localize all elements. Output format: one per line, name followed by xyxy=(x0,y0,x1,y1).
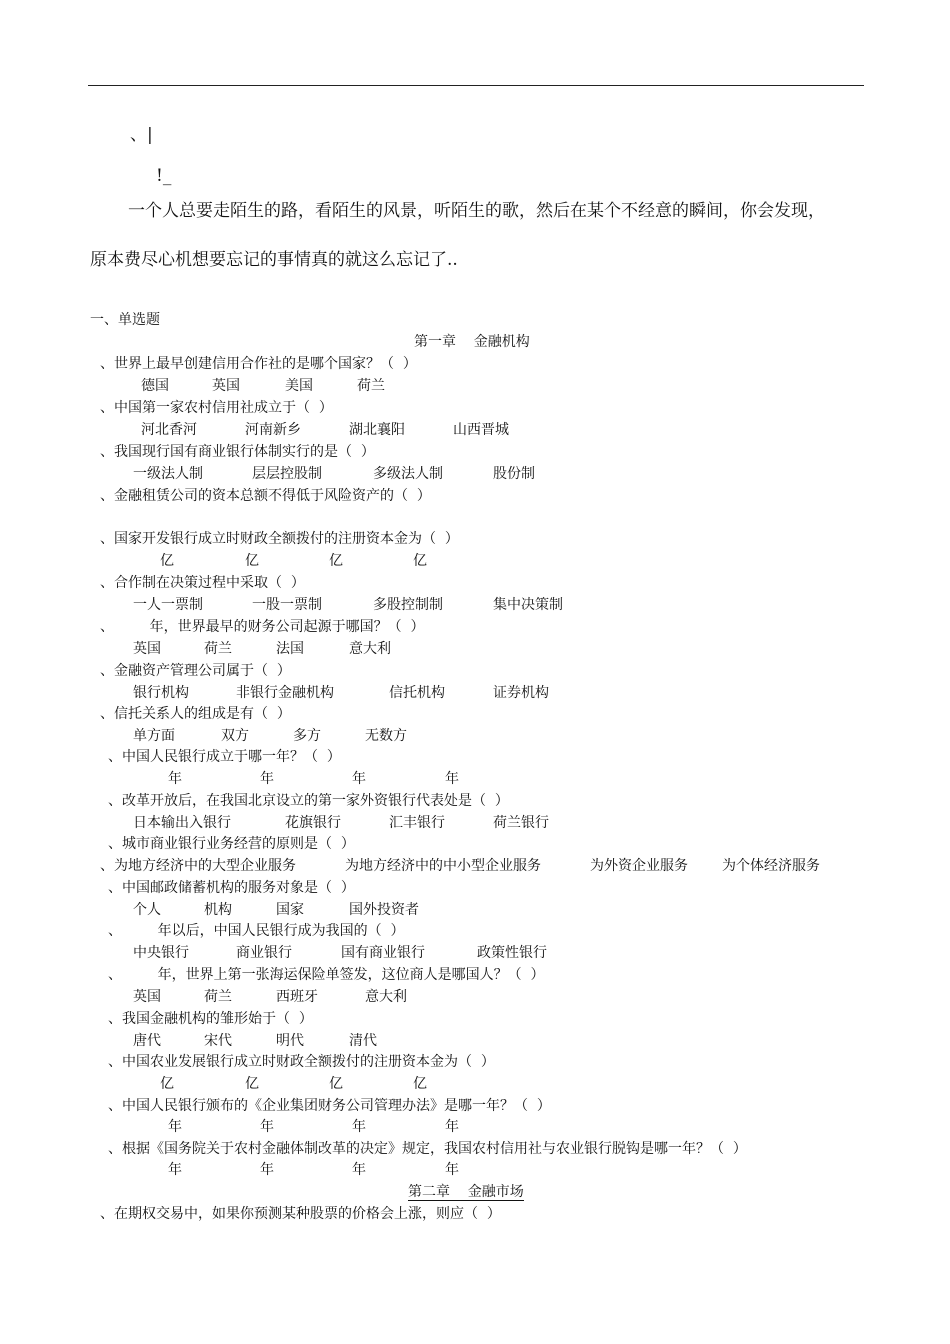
option: 多股控制制 xyxy=(373,597,443,613)
option: 股份制 xyxy=(493,466,535,482)
option: 河北香河 xyxy=(141,422,197,438)
option: 一级法人制 xyxy=(133,466,203,482)
option: 亿 xyxy=(160,1076,174,1092)
option: 一人一票制 xyxy=(133,597,203,613)
question-20: 、在期权交易中，如果你预测某种股票的价格会上涨，则应（ ） xyxy=(100,1206,501,1222)
option: 国家 xyxy=(276,902,304,918)
option: 非银行金融机构 xyxy=(236,685,334,701)
option: 山西晋城 xyxy=(453,422,509,438)
option: 年 xyxy=(260,1119,274,1135)
option: 政策性银行 xyxy=(477,945,547,961)
option: 亿 xyxy=(245,1076,259,1092)
question-17: 、中国农业发展银行成立时财政全额拨付的注册资本金为（ ） xyxy=(108,1054,495,1070)
option: 英国 xyxy=(133,989,161,1005)
option: 国有商业银行 xyxy=(341,945,425,961)
option: 美国 xyxy=(285,378,313,394)
option: 荷兰 xyxy=(204,641,232,657)
question-2: 、中国第一家农村信用社成立于（ ） xyxy=(100,400,333,416)
option: 亿 xyxy=(329,1076,343,1092)
question-19: 、根据《国务院关于农村金融体制改革的决定》规定，我国农村信用社与农业银行脱钩是哪一年？（ ） xyxy=(108,1141,747,1157)
option: 年 xyxy=(352,1162,366,1178)
option: 亿 xyxy=(413,1076,427,1092)
option: 清代 xyxy=(349,1033,377,1049)
question-15: 、 年，世界上第一张海运保险单签发，这位商人是哪国人？（ ） xyxy=(108,967,545,983)
option: 亿 xyxy=(413,553,427,569)
header-rule xyxy=(88,85,864,86)
option: 荷兰 xyxy=(357,378,385,394)
option: 河南新乡 xyxy=(245,422,301,438)
question-9: 、信托关系人的组成是有（ ） xyxy=(100,706,291,722)
option: 湖北襄阳 xyxy=(349,422,405,438)
option: 年 xyxy=(352,1119,366,1135)
question-16: 、我国金融机构的雏形始于（ ） xyxy=(108,1011,313,1027)
option: 西班牙 xyxy=(276,989,318,1005)
option: 集中决策制 xyxy=(493,597,563,613)
chapter-2-heading: 第二章 金融市场 xyxy=(408,1184,524,1200)
option: 个人 xyxy=(133,902,161,918)
question-13: 、中国邮政储蓄机构的服务对象是（ ） xyxy=(108,880,355,896)
option: 日本输出入银行 xyxy=(133,815,231,831)
option: 双方 xyxy=(221,728,249,744)
option: 商业银行 xyxy=(236,945,292,961)
option: 年 xyxy=(445,1162,459,1178)
option: 多级法人制 xyxy=(373,466,443,482)
question-7: 、 年，世界最早的财务公司起源于哪国？（ ） xyxy=(100,619,425,635)
option: 明代 xyxy=(276,1033,304,1049)
option: 为外资企业服务 xyxy=(590,858,688,874)
option: 国外投资者 xyxy=(349,902,419,918)
option: 为地方经济中的中小型企业服务 xyxy=(345,858,541,874)
section-title: 一、单选题 xyxy=(90,312,160,328)
stray-mark-1: 、| xyxy=(130,125,153,145)
question-10: 、中国人民银行成立于哪一年？（ ） xyxy=(108,749,341,765)
stray-mark-2: !_ xyxy=(156,166,172,186)
chapter-1-heading: 第一章 金融机构 xyxy=(414,334,530,350)
option: 银行机构 xyxy=(133,685,189,701)
question-3: 、我国现行国有商业银行体制实行的是（ ） xyxy=(100,444,375,460)
question-12: 、城市商业银行业务经营的原则是（ ） xyxy=(108,836,355,852)
option: 年 xyxy=(260,1162,274,1178)
option: 年 xyxy=(260,771,274,787)
option: 花旗银行 xyxy=(285,815,341,831)
option: 年 xyxy=(168,771,182,787)
option: 亿 xyxy=(329,553,343,569)
option: 中央银行 xyxy=(133,945,189,961)
question-5: 、国家开发银行成立时财政全额拨付的注册资本金为（ ） xyxy=(100,531,459,547)
option: 英国 xyxy=(212,378,240,394)
option: 年 xyxy=(168,1162,182,1178)
question-14: 、 年以后，中国人民银行成为我国的（ ） xyxy=(108,923,405,939)
option: 英国 xyxy=(133,641,161,657)
question-11: 、改革开放后，在我国北京设立的第一家外资银行代表处是（ ） xyxy=(108,793,509,809)
option: 意大利 xyxy=(349,641,391,657)
option: 亿 xyxy=(245,553,259,569)
option: 汇丰银行 xyxy=(389,815,445,831)
option: 意大利 xyxy=(365,989,407,1005)
question-8: 、金融资产管理公司属于（ ） xyxy=(100,663,291,679)
option: 荷兰 xyxy=(204,989,232,1005)
option: 单方面 xyxy=(133,728,175,744)
option: 无数方 xyxy=(365,728,407,744)
option: 年 xyxy=(445,1119,459,1135)
option: 年 xyxy=(168,1119,182,1135)
option: 亿 xyxy=(160,553,174,569)
question-6: 、合作制在决策过程中采取（ ） xyxy=(100,575,305,591)
option: 荷兰银行 xyxy=(493,815,549,831)
option: 层层控股制 xyxy=(252,466,322,482)
option: 信托机构 xyxy=(389,685,445,701)
option: 证券机构 xyxy=(493,685,549,701)
question-1: 、世界上最早创建信用合作社的是哪个国家？（ ） xyxy=(100,356,417,372)
answer-option-row: 、为地方经济中的大型企业服务 xyxy=(100,858,296,874)
option: 机构 xyxy=(204,902,232,918)
option: 宋代 xyxy=(204,1033,232,1049)
option: 年 xyxy=(445,771,459,787)
option: 年 xyxy=(352,771,366,787)
option: 唐代 xyxy=(133,1033,161,1049)
option: 多方 xyxy=(293,728,321,744)
intro-line-2: 原本费尽心机想要忘记的事情真的就这么忘记了.. xyxy=(90,250,458,270)
option: 法国 xyxy=(276,641,304,657)
option: 德国 xyxy=(141,378,169,394)
question-4: 、金融租赁公司的资本总额不得低于风险资产的（ ） xyxy=(100,488,431,504)
option: 一股一票制 xyxy=(252,597,322,613)
option: 为个体经济服务 xyxy=(722,858,820,874)
intro-line-1: 一个人总要走陌生的路，看陌生的风景，听陌生的歌，然后在某个不经意的瞬间，你会发现， xyxy=(128,201,825,221)
question-18: 、中国人民银行颁布的《企业集团财务公司管理办法》是哪一年？（ ） xyxy=(108,1098,551,1114)
